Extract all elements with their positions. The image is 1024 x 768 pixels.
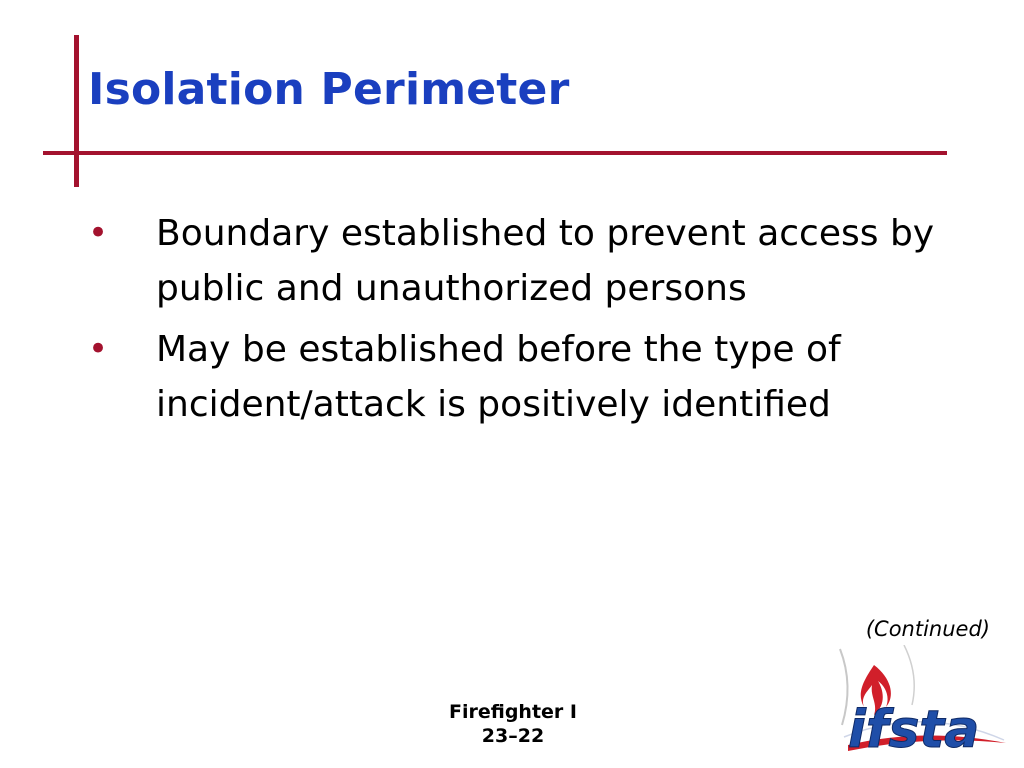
bullet-dot-icon: • xyxy=(88,329,109,369)
bullet-text: May be established before the type of incident/attack is positively identified xyxy=(156,329,841,425)
horizontal-accent-line xyxy=(43,151,947,155)
bullet-list xyxy=(88,206,938,438)
bullet-dot-icon: • xyxy=(88,213,109,253)
svg-text:ifsta: ifsta xyxy=(848,700,980,760)
footer-course: Firefighter I xyxy=(449,701,577,723)
vertical-accent-line xyxy=(74,35,79,187)
ifsta-logo xyxy=(834,645,1019,763)
slide-footer xyxy=(400,700,626,748)
bullet-text: Boundary established to prevent access by public and unauthorized persons xyxy=(156,213,935,309)
bullet-item xyxy=(88,322,938,432)
bullet-item xyxy=(88,206,938,316)
continued-note: (Continued) xyxy=(865,617,990,641)
footer-page-number: 23–22 xyxy=(481,725,545,747)
slide-title: Isolation Perimeter xyxy=(88,64,570,115)
